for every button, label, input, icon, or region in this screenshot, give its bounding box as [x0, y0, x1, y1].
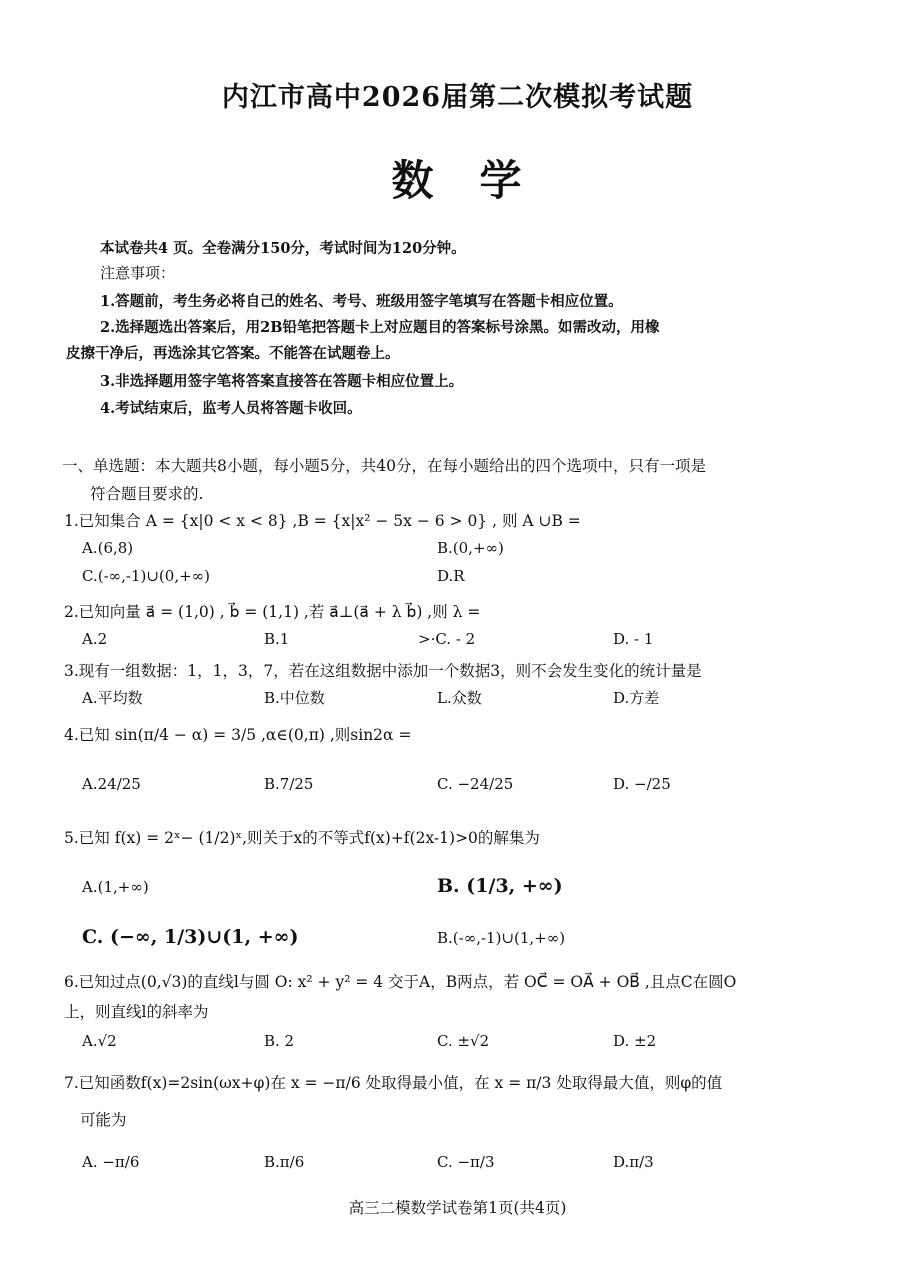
exam-intro: 本试卷共4 页。全卷满分150分，考试时间为120分钟。 — [100, 240, 466, 257]
q5-option-d: B.(-∞,-1)∪(1,+∞) — [437, 929, 566, 947]
question-6: 6.已知过点(0,√3)的直线l与圆 O: x² + y² = 4 交于A，B两点，若 OC⃗ = OA⃗ + OB⃗ ,且点C在圆O — [64, 973, 737, 991]
q1-option-c: C.(-∞,-1)∪(0,+∞) — [82, 567, 211, 585]
notice-item-2-cont: 皮擦干净后，再选涂其它答案。不能答在试题卷上。 — [66, 345, 400, 362]
q1-option-d: D.R — [437, 567, 465, 585]
q6-option-d: D. ±2 — [613, 1032, 657, 1050]
notice-item-3: 3.非选择题用签字笔将答案直接答在答题卡相应位置上。 — [100, 373, 464, 390]
q7-option-d: D.π/3 — [613, 1153, 654, 1171]
q2-option-c: >·C. - 2 — [418, 630, 476, 648]
question-3: 3.现有一组数据：1，1，3，7，若在这组数据中添加一个数据3，则不会发生变化的统计量是 — [64, 662, 702, 680]
question-2: 2.已知向量 a⃗ = (1,0) , b⃗ = (1,1) ,若 a⃗⊥(a⃗ + λ b⃗) ,则 λ = — [64, 603, 481, 621]
q5-option-b: B. (1/3, +∞) — [437, 875, 563, 897]
notice-heading: 注意事项： — [100, 264, 176, 282]
question-5: 5.已知 f(x) = 2ˣ− (1/2)ˣ,则关于x的不等式f(x)+f(2x-1)>0的解集为 — [64, 829, 540, 847]
question-6-cont: 上，则直线l的斜率为 — [64, 1003, 209, 1021]
q7-option-a: A. −π/6 — [82, 1153, 140, 1171]
q6-option-c: C. ±√2 — [437, 1032, 490, 1050]
q5-option-c: C. (−∞, 1/3)∪(1, +∞) — [82, 926, 299, 948]
q7-option-c: C. −π/3 — [437, 1153, 495, 1171]
q2-option-a: A.2 — [82, 630, 108, 648]
q6-option-b: B. 2 — [264, 1032, 295, 1050]
section-heading-cont: 符合题目要求的. — [90, 485, 204, 503]
q6-option-a: A.√2 — [82, 1032, 117, 1050]
q3-option-d: D.方差 — [613, 689, 660, 707]
q7-option-b: B.π/6 — [264, 1153, 305, 1171]
q4-option-c: C. −24/25 — [437, 775, 514, 793]
subject-title: 数 学 — [391, 156, 524, 205]
q4-option-b: B.7/25 — [264, 775, 314, 793]
notice-item-4: 4.考试结束后，监考人员将答题卡收回。 — [100, 400, 362, 417]
q3-option-a: A.平均数 — [82, 689, 143, 707]
q2-option-b: B.1 — [264, 630, 290, 648]
section-heading: 一、单选题：本大题共8小题，每小题5分，共40分，在每小题给出的四个选项中，只有一项是 — [62, 457, 706, 475]
q2-option-d: D. - 1 — [613, 630, 654, 648]
q1-option-b: B.(0,+∞) — [437, 539, 504, 557]
notice-item-2: 2.选择题选出答案后，用2B铅笔把答题卡上对应题目的答案标号涂黑。如需改动，用橡 — [100, 319, 660, 336]
q4-option-a: A.24/25 — [82, 775, 141, 793]
q4-option-d: D. −/25 — [613, 775, 671, 793]
notice-item-1: 1.答题前，考生务必将自己的姓名、考号、班级用签字笔填写在答题卡相应位置。 — [100, 293, 623, 310]
question-1: 1.已知集合 A = {x|0 < x < 8} ,B = {x|x² − 5x − 6 > 0} , 则 A ∪B = — [64, 512, 581, 530]
exam-title: 内江市高中2026届第二次模拟考试题 — [221, 82, 694, 113]
question-7: 7.已知函数f(x)=2sin(ωx+φ)在 x = −π/6 处取得最小值，在 x = π/3 处取得最大值，则φ的值 — [64, 1074, 723, 1092]
q3-option-c: L.众数 — [437, 689, 482, 707]
question-7-cont: 可能为 — [80, 1111, 127, 1129]
q3-option-b: B.中位数 — [264, 689, 325, 707]
question-4: 4.已知 sin(π/4 − α) = 3/5 ,α∈(0,π) ,则sin2α = — [64, 726, 412, 744]
page-footer: 高三二模数学试卷第1页(共4页) — [348, 1199, 567, 1217]
q5-option-a: A.(1,+∞) — [82, 878, 149, 896]
q1-option-a: A.(6,8) — [82, 539, 134, 557]
